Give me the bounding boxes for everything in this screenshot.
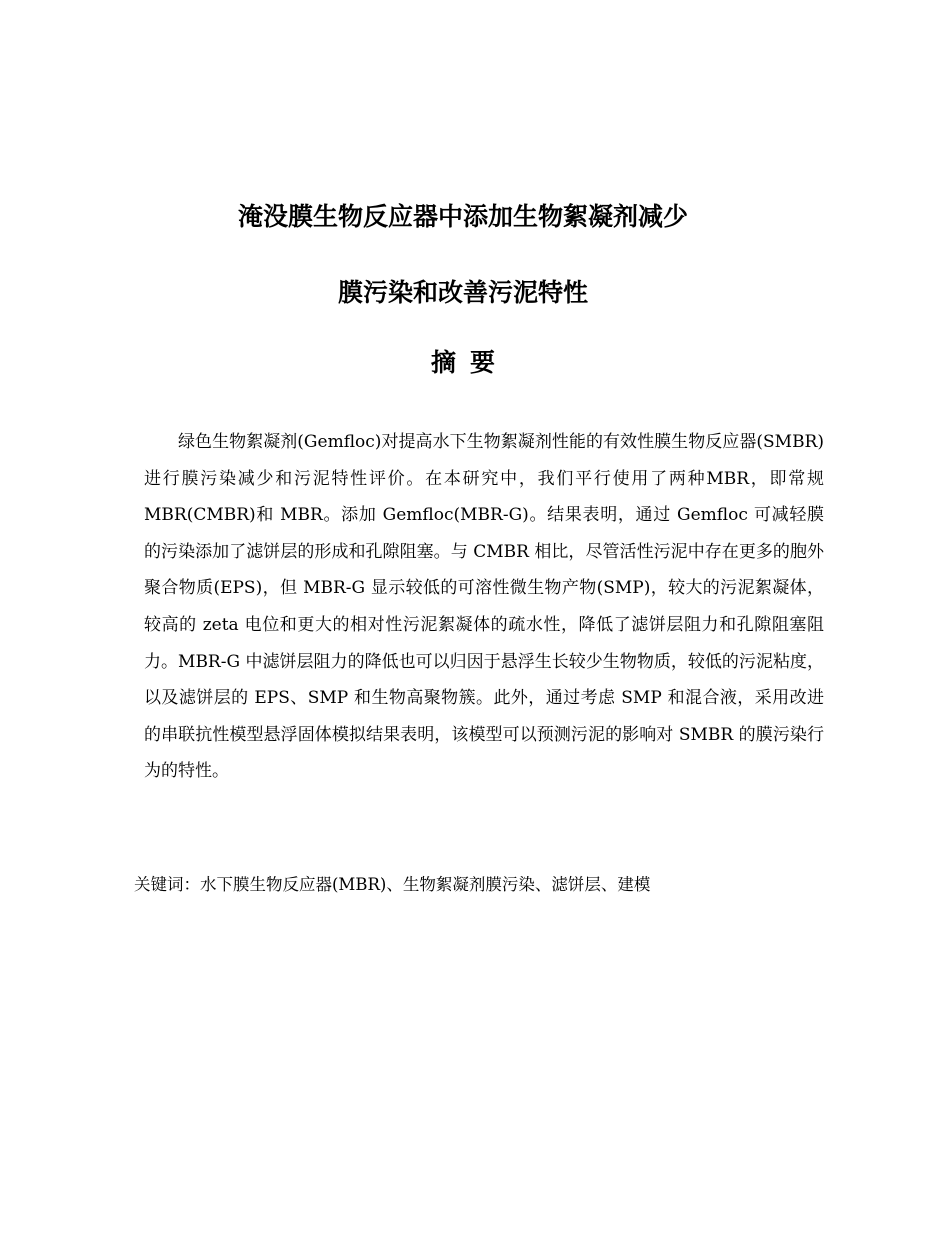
abstract-body: 绿色生物絮凝剂(Gemfloc)对提高水下生物絮凝剂性能的有效性膜生物反应器(SMBR)进行膜污染减少和污泥特性评价。在本研究中，我们平行使用了两种MBR，即常规 MBR(CMBR)和 MBR。添加 Gemfloc(MBR-G)。结果表明，通过 Gemfloc 可减轻膜的污染添加了滤饼层的形成和孔隙阻塞。与 CMBR 相比，尽管活性污泥中存在更多的胞外聚合物质(EPS)，但 MBR-G 显示较低的可溶性微生物产物(SMP)，较大的污泥絮凝体，较高的 zeta 电位和更大的相对性污泥絮凝体的疏水性，降低了滤饼层阻力和孔隙阻塞阻力。MBR-G 中滤饼层阻力的降低也可以归因于悬浮生长较少生物物质，较低的污泥粘度，以及滤饼层的 EPS、SMP 和生物高聚物簇。此外，通过考虑 SMP 和混合液，采用改进的串联抗性模型悬浮固体模拟结果表明，该模型可以预测污泥的影响对 SMBR 的膜污染行为的特性。	[144, 432, 824, 782]
abstract-heading: 摘要	[430, 348, 509, 377]
paper-title-line-2: 膜污染和改善污泥特性	[337, 278, 588, 307]
keywords-text: 水下膜生物反应器(MBR)、生物絮凝剂膜污染、滤饼层、建模	[200, 875, 651, 894]
paper-title-line-1: 淹没膜生物反应器中添加生物絮凝剂减少	[237, 202, 688, 231]
keywords-line	[134, 872, 854, 898]
keywords-label: 关键词：	[134, 875, 200, 894]
